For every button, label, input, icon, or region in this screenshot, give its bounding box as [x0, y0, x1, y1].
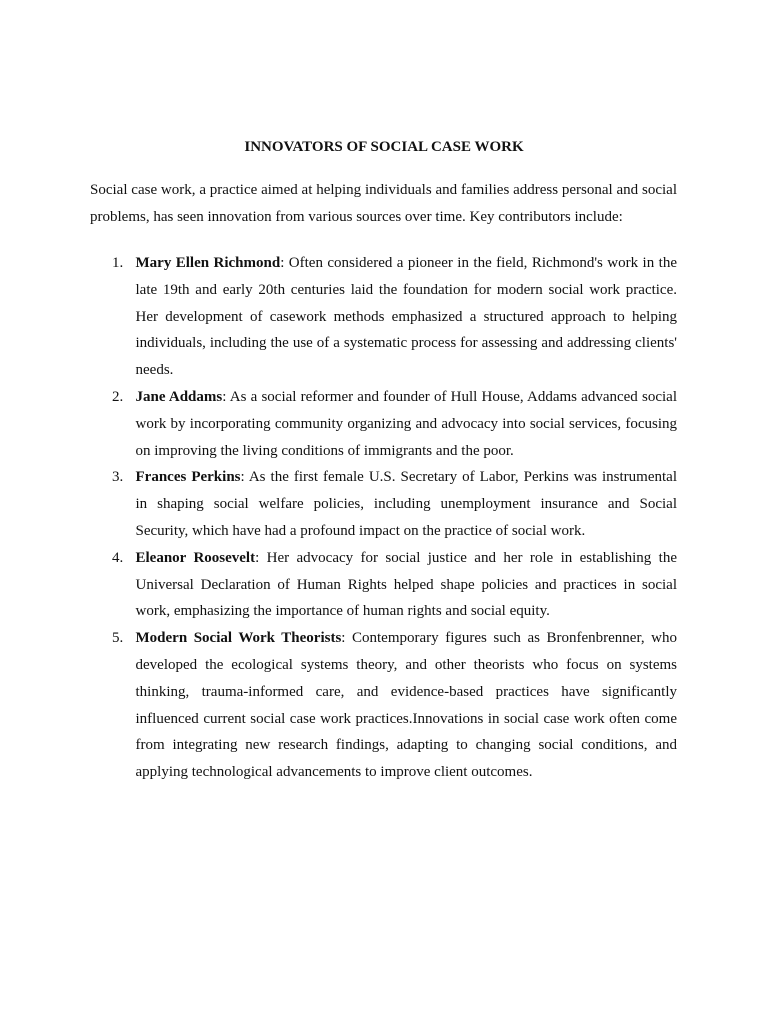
list-item-text: : As the first female U.S. Secretary of Labor, Perkins was instrumental in shaping social welfare policies, including unemployment insurance and Social Security, which have had a profound impact on the practice of social work.: [135, 469, 677, 539]
list-item-text: : As a social reformer and founder of Hull House, Addams advanced social work by incorporating community organizing and advocacy into social services, focusing on improving the living conditions of immigrants and the poor.: [135, 388, 677, 459]
list-item: [90, 625, 677, 786]
list-item-text: : Often considered a pioneer in the field, Richmond's work in the late 19th and early 20th centuries laid the foundation for modern social work practice. Her development of casework methods emphasized a structured approach to helping individuals, including the use of a systematic process for assessing and addressing clients' needs.: [135, 255, 677, 379]
list-item: [90, 250, 677, 384]
list-item-number: 4.: [112, 549, 124, 566]
list-item-number: 5.: [112, 630, 124, 647]
list-item: [90, 464, 677, 544]
list-item-name: Modern Social Work Theorists: [135, 630, 342, 647]
list-item-name: Jane Addams: [135, 388, 223, 405]
list-item: [90, 384, 677, 464]
contributors-list: [90, 250, 677, 786]
list-item-text: : Her advocacy for social justice and her role in establishing the Universal Declaration of Human Rights helped shape policies and practices in social work, emphasizing the importance of human rights and social equity.: [135, 549, 677, 620]
list-item-number: 1.: [112, 255, 124, 271]
list-item-name: Mary Ellen Richmond: [135, 255, 281, 271]
list-item-text: : Contemporary figures such as Bronfenbrenner, who developed the ecological systems theory, and other theorists who focus on systems thinking, trauma-informed care, and evidence-based practices have significantly influenced current social case work practices.Innovations in social case work often come from integrating new research findings, adapting to changing social conditions, and applying technological advancements to improve client outcomes.: [135, 630, 677, 781]
list-item-name: Eleanor Roosevelt: [135, 549, 256, 566]
intro-paragraph: Social case work, a practice aimed at helping individuals and families address personal and social problems, has seen innovation from various sources over time. Key contributors include:: [90, 182, 677, 225]
document-title: INNOVATORS OF SOCIAL CASE WORK: [244, 139, 524, 155]
list-item: [90, 545, 677, 625]
list-item-name: Frances Perkins: [135, 469, 241, 486]
list-item-number: 3.: [112, 469, 124, 486]
list-item-number: 2.: [112, 388, 124, 405]
